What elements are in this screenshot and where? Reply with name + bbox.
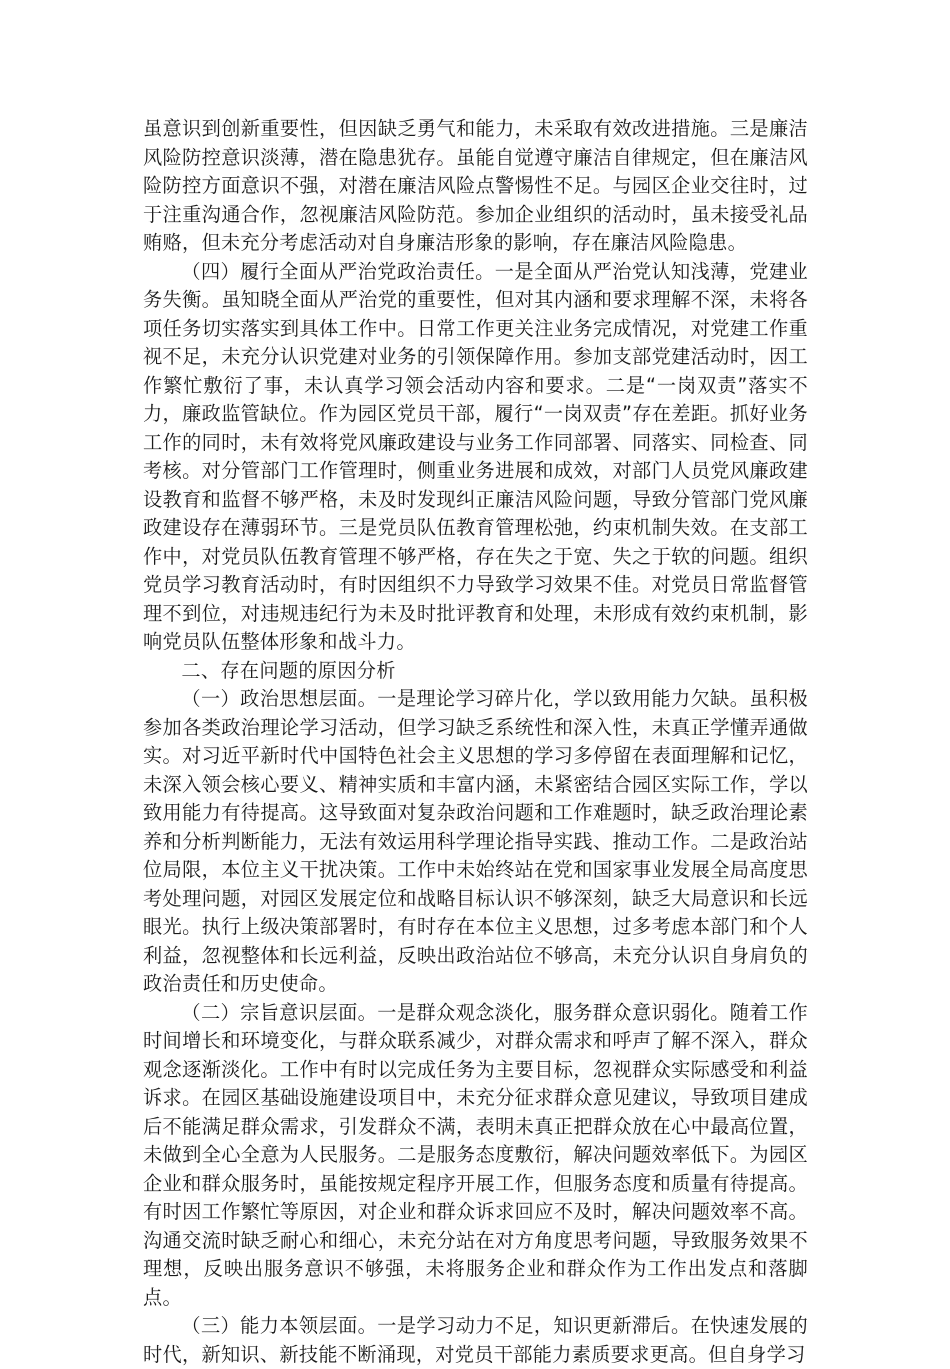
paragraph-purpose-awareness: （二）宗旨意识层面。一是群众观念淡化，服务群众意识弱化。随着工作时间增长和环境变化，与群众联系减少，对群众需求和呼声了解不深入，群众观念逐渐淡化。工作中有时以完成任务为主要目标，忽视群众实际感受和利益诉求。在园区基础设施建设项目中，未充分征求群众意见建议，导致项目建成后不能满足群众需求，引发群众不满，表明未真正把群众放在心中最高位置，未做到全心全意为人民服务。二是服务态度敷衍，解决问题效率低下。为园区企业和群众服务时，虽能按规定程序开展工作，但服务态度和质量有待提高。有时因工作繁忙等原因，对企业和群众诉求回应不及时，解决问题效率不高。沟通交流时缺乏耐心和细心，未充分站在对方角度思考问题，导致服务效果不理想，反映出服务意识不够强，未将服务企业和群众作为工作出发点和落脚点。 xyxy=(143,1000,808,1309)
paragraph: 虽意识到创新重要性，但因缺乏勇气和能力，未采取有效改进措施。三是廉洁风险防控意识淡薄，潜在隐患犹存。虽能自觉遵守廉洁自律规定，但在廉洁风险防控方面意识不强，对潜在廉洁风险点警惕性不足。与园区企业交往时，过于注重沟通合作，忽视廉洁风险防范。参加企业组织的活动时，虽未接受礼品贿赂，但未充分考虑活动对自身廉洁形象的影响，存在廉洁风险隐患。 xyxy=(143,117,808,254)
section-heading: 二、存在问题的原因分析 xyxy=(181,658,396,682)
paragraph-political-thought: （一）政治思想层面。一是理论学习碎片化，学以致用能力欠缺。虽积极参加各类政治理论学习活动，但学习缺乏系统性和深入性，未真正学懂弄通做实。对习近平新时代中国特色社会主义思想的学习多停留在表面理解和记忆，未深入领会核心要义、精神实质和丰富内涵，未紧密结合园区实际工作，学以致用能力有待提高。这导致面对复杂政治问题和工作难题时，缺乏政治理论素养和分析判断能力，无法有效运用科学理论指导实践、推动工作。二是政治站位局限，本位主义干扰决策。工作中未始终站在党和国家事业发展全局高度思考处理问题，对园区发展定位和战略目标认识不够深刻，缺乏大局意识和长远眼光。执行上级决策部署时，有时存在本位主义思想，过多考虑本部门和个人利益，忽视整体和长远利益，反映出政治站位不够高，未充分认识自身肩负的政治责任和历史使命。 xyxy=(143,687,808,995)
document-body xyxy=(143,115,808,1369)
paragraph-ability: （三）能力本领层面。一是学习动力不足，知识更新滞后。在快速发展的时代，新知识、新技能不断涌现，对党员干部能力素质要求更高。但自身学习 xyxy=(143,1314,808,1366)
paragraph-section-four: （四）履行全面从严治党政治责任。一是全面从严治党认知浅薄，党建业务失衡。虽知晓全面从严治党的重要性，但对其内涵和要求理解不深，未将各项任务切实落实到具体工作中。日常工作更关注业务完成情况，对党建工作重视不足，未充分认识党建对业务的引领保障作用。参加支部党建活动时，因工作繁忙敷衍了事，未认真学习领会活动内容和要求。二是“一岗双责”落实不力，廉政监管缺位。作为园区党员干部，履行“一岗双责”存在差距。抓好业务工作的同时，未有效将党风廉政建设与业务工作同部署、同落实、同检查、同考核。对分管部门工作管理时，侧重业务进展和成效，对部门人员党风廉政建设教育和监督不够严格，未及时发现纠正廉洁风险问题，导致分管部门党风廉政建设存在薄弱环节。三是党员队伍教育管理松弛，约束机制失效。在支部工作中，对党员队伍教育管理不够严格，存在失之于宽、失之于软的问题。组织党员学习教育活动时，有时因组织不力导致学习效果不佳。对党员日常监督管理不到位，对违规违纪行为未及时批评教育和处理，未形成有效约束机制，影响党员队伍整体形象和战斗力。 xyxy=(143,259,808,653)
